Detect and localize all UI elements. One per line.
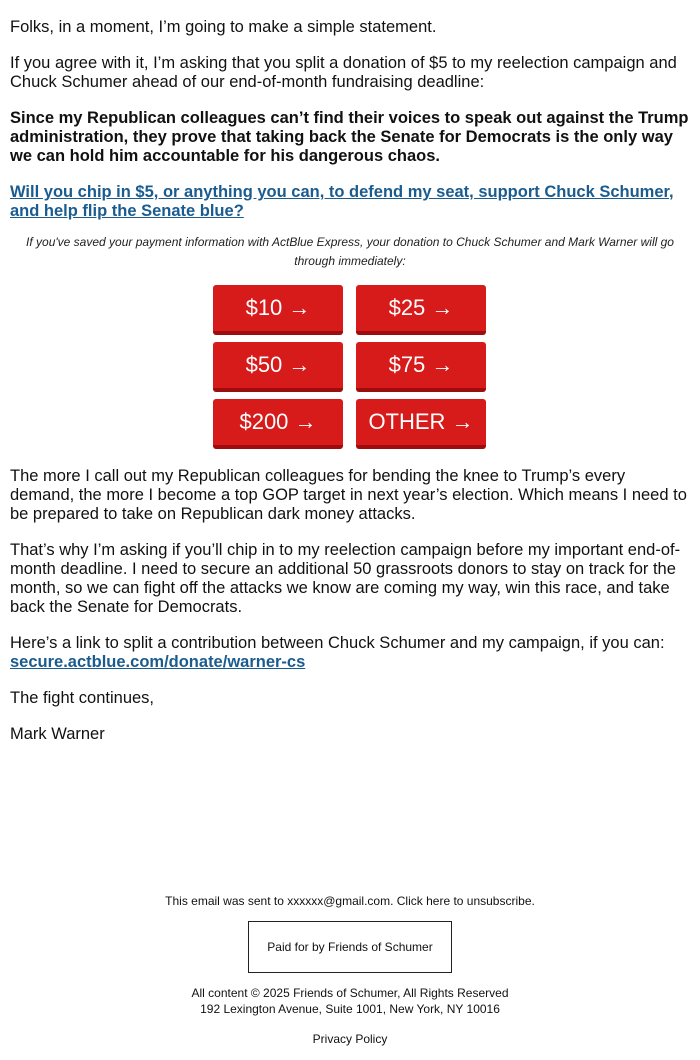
- unsubscribe-link[interactable]: . Click here to unsubscribe.: [390, 894, 535, 908]
- sent-to-line: [0, 893, 700, 909]
- chip-in-paragraph: [10, 183, 690, 221]
- paid-for-box: [248, 921, 452, 973]
- donation-button-grid: [213, 285, 487, 449]
- donate-10-button[interactable]: $10 →: [213, 285, 343, 335]
- actblue-express-note: If you've saved your payment information with ActBlue Express, your donation to Chuck Schumer and Mark Warner will go through immediately:: [26, 235, 674, 268]
- recipient-email: xxxxxx@gmail.com: [287, 894, 391, 908]
- signature: Mark Warner: [10, 725, 105, 743]
- donate-50-button[interactable]: $50 →: [213, 342, 343, 392]
- privacy-policy-link[interactable]: Privacy Policy: [312, 1032, 388, 1046]
- email-footer: [0, 893, 700, 1047]
- actblue-split-link[interactable]: secure.actblue.com/donate/warner-cs: [10, 653, 306, 671]
- split-link-paragraph: [10, 634, 690, 672]
- mailing-address: 192 Lexington Avenue, Suite 1001, New York, NY 10016: [200, 1002, 500, 1016]
- gop-target-paragraph: The more I call out my Republican colleagues for bending the knee to Trump’s every demand, the more I become a top GOP target in next year’s election. Which means I need to be prepared to take on Republican dark money attacks.: [10, 467, 687, 523]
- email-body: [10, 18, 690, 761]
- ask-paragraph: If you agree with it, I’m asking that you split a donation of $5 to my reelection campaign and Chuck Schumer ahead of our end-of-month fundraising deadline:: [10, 54, 677, 91]
- statement-paragraph: Since my Republican colleagues can’t find their voices to speak out against the Trump administration, they prove that taking back the Senate for Democrats is the only way we can hold him accountable for his dangerous chaos.: [10, 109, 689, 165]
- intro-paragraph: Folks, in a moment, I’m going to make a simple statement.: [10, 18, 437, 36]
- donate-200-button[interactable]: $200 →: [213, 399, 343, 449]
- split-link-text: Here’s a link to split a contribution between Chuck Schumer and my campaign, if you can:: [10, 634, 665, 652]
- sent-to-prefix: This email was sent to: [165, 894, 288, 908]
- closing-line: The fight continues,: [10, 689, 155, 707]
- paid-for-text: Paid for by Friends of Schumer: [267, 940, 433, 954]
- copyright-line: All content © 2025 Friends of Schumer, All Rights Reserved: [191, 986, 509, 1000]
- deadline-paragraph: That’s why I’m asking if you’ll chip in to my reelection campaign before my important end-of-month deadline. I need to secure an additional 50 grassroots donors to stay on track for the month, so we can fight off the attacks we know are coming my way, win this race, and take back the Senate for Democrats.: [10, 541, 681, 616]
- donate-other-button[interactable]: OTHER →: [356, 399, 486, 449]
- donate-25-button[interactable]: $25 →: [356, 285, 486, 335]
- donate-75-button[interactable]: $75 →: [356, 342, 486, 392]
- privacy-policy-paragraph: [0, 1031, 700, 1047]
- chip-in-link[interactable]: Will you chip in $5, or anything you can, to defend my seat, support Chuck Schumer, and help flip the Senate blue?: [10, 183, 674, 220]
